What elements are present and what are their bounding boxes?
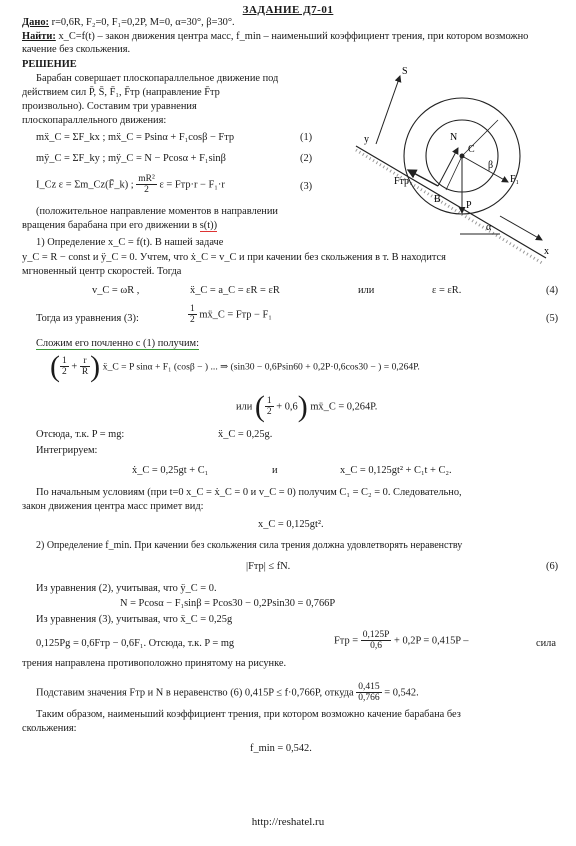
combine-lead: Сложим его почленно с (1) получим: <box>36 338 199 349</box>
normal-force: N = Pcosα − F₁sinβ = Pcos30 − 0,2Psin30 = 0,766P <box>120 598 336 609</box>
label-x: x <box>544 246 549 257</box>
find-text: x_C=f(t) – закон движения центра масс, f_min – наименьший коэффициент трения, при котором возможно качение без скольжения. <box>22 31 529 55</box>
integral-b: и <box>272 465 278 476</box>
incline-hatch <box>356 150 542 263</box>
p2-line-0: (положительное направление моментов в направлении <box>36 206 278 217</box>
kinematics-b: ẍ_C = a_C = εR = εR <box>190 285 280 296</box>
label-beta: β <box>488 160 494 171</box>
find-label: Найти: <box>22 31 56 42</box>
equation-2: mÿ_C = ΣF_ky ; mÿ_C = N − Pcosα + F₁sinβ <box>36 153 226 164</box>
find-line <box>22 30 562 56</box>
eq5-lead: Тогда из уравнения (3): <box>36 313 139 324</box>
label-Ftr: Fтр <box>394 176 410 187</box>
direction-line: трения направлена противоположно принятому на рисунке. <box>22 658 287 669</box>
label-B: B <box>434 194 441 205</box>
equation-3-mid: ε = Fтр·r − F₁·r <box>159 179 225 191</box>
solution-label: РЕШЕНИЕ <box>22 59 77 70</box>
from-eq3-lead: Из уравнения (3), учитывая, что ẍ_C = 0,25g <box>36 614 233 625</box>
p2-line-1: вращения барабана при его движении в s(t)) <box>22 220 218 231</box>
equation-5-number: (5) <box>546 313 559 324</box>
from-eq2-lead: Из уравнения (2), учитывая, что ÿ_C = 0. <box>36 583 217 594</box>
p1-line-2: произвольно). Составим три уравнения <box>22 101 197 112</box>
friction-eq-b: Fтр = $\frac{0,125P}{0,6}$ + 0,2P = 0,415P – <box>334 630 469 652</box>
equation-2-number: (2) <box>300 153 313 164</box>
section-1-line-3: мгновенный центр скоростей. Тогда <box>22 266 182 277</box>
p1-line-1: действием сил P̄, S̄, F̄₁, F̄тр (направление F̄тр <box>22 87 220 98</box>
result-1-lead: Отсюда, т.к. P = mg: <box>36 429 125 440</box>
integral-a: ẋ_C = 0,25gt + C₁ <box>132 465 209 476</box>
label-C: C <box>468 144 475 155</box>
friction-eq-d: сила <box>536 638 556 649</box>
given-line <box>22 16 235 29</box>
label-alpha: α <box>486 222 492 233</box>
F1-arrow <box>462 156 508 182</box>
inequality-number: (6) <box>546 561 559 572</box>
kinematics-number: (4) <box>546 285 559 296</box>
p1-line-0: Барабан совершает плоскопараллельное движение под <box>36 73 279 84</box>
equation-3-number: (3) <box>300 181 313 192</box>
drum-diagram <box>350 58 560 278</box>
p1-line-3: плоскопараллельного движения: <box>22 115 167 126</box>
label-y: y <box>364 134 369 145</box>
fmin-result: f_min = 0,542. <box>250 743 312 754</box>
label-N: N <box>450 132 458 143</box>
section-1-line-2: y_C = R − const и ÿ_C = 0. Учтем, что ẋ_C = v_C и при качении без скольжения в т. B находится <box>22 252 446 263</box>
section-1-line-1: 1) Определение x_C = f(t). В нашей задаче <box>36 237 224 248</box>
friction-inequality: |Fтр| ≤ fN. <box>246 561 291 572</box>
kinematics-a: v_C = ωR , <box>92 285 140 296</box>
given-text: r=0,6R, F₂=0, F₁=0,2P, M=0, α=30°, β=30°. <box>51 17 235 28</box>
equation-3-left: I_Cz ε = Σm_Cz(F̄_k) ; <box>36 179 134 191</box>
x-axis <box>500 216 542 240</box>
label-S: S <box>402 66 408 77</box>
substitution: Подставим значения Fтр и N в неравенство (6) 0,415P ≤ f·0,766P, откуда $\frac{0,415}{0,766}$ = 0,542. <box>36 682 419 704</box>
equation-3 <box>36 174 225 196</box>
incline-line <box>356 146 546 258</box>
equation-5: $\frac{1}{2}$ mẍ_C = Fтр − F₁ <box>190 304 272 326</box>
equation-1: mẍ_C = ΣF_kx ; mẍ_C = Psinα + F₁cosβ − Fтр <box>36 132 235 143</box>
kinematics-c: или <box>358 285 375 296</box>
initial-line-0: По начальным условиям (при t=0 x_C = ẋ_C = 0 и v_C = 0) получим C₁ = C₂ = 0. Следовательно, <box>36 487 462 498</box>
initial-line-1: закон движения центра масс примет вид: <box>22 501 204 512</box>
tension-arrow <box>376 76 400 144</box>
label-P: P <box>466 200 472 211</box>
given-label: Дано: <box>22 17 49 28</box>
kinematics-d: ε = εR. <box>432 285 462 296</box>
conclusion-line-0: Таким образом, наименьший коэффициент трения, при котором возможно качение барабана без <box>36 709 461 720</box>
footer-url[interactable]: http://reshatel.ru <box>251 816 325 828</box>
page-title: ЗАДАНИЕ Д7-01 <box>242 4 334 16</box>
result-1: ẍ_C = 0,25g. <box>218 429 273 440</box>
normal-arrow <box>438 148 458 186</box>
equation-1-number: (1) <box>300 132 313 143</box>
fraction-mr2: $\frac{\text{mR²}}{2}$ <box>138 174 155 196</box>
integral-c: x_C = 0,125gt² + C₁t + C₂. <box>340 465 452 476</box>
label-F1: F₁ <box>510 174 520 185</box>
combined-equation: ( $\frac{1}{2}$ + $\frac{r}{R}$ ) ẍ_C = P sinα + F₁ (cosβ − ) ... ⇒ (sin30 − 0,6Psin60 + 0,2P·0,6cos30 − ) = 0,264P. <box>50 349 420 383</box>
section-2-text: 2) Определение f_min. При качении без скольжения сила трения должна удовлетворять неравенству <box>36 540 463 551</box>
integrate-label: Интегрируем: <box>36 445 98 456</box>
or-line: или ( $\frac{1}{2}$ + 0,6) mẍ_C = 0,264P. <box>236 389 378 423</box>
friction-eq-a: 0,125Pg = 0,6Fтр − 0,6F₁. Отсюда, т.к. P = mg <box>36 638 235 649</box>
motion-law: x_C = 0,125gt². <box>258 519 324 530</box>
conclusion-line-1: скольжения: <box>22 723 77 734</box>
